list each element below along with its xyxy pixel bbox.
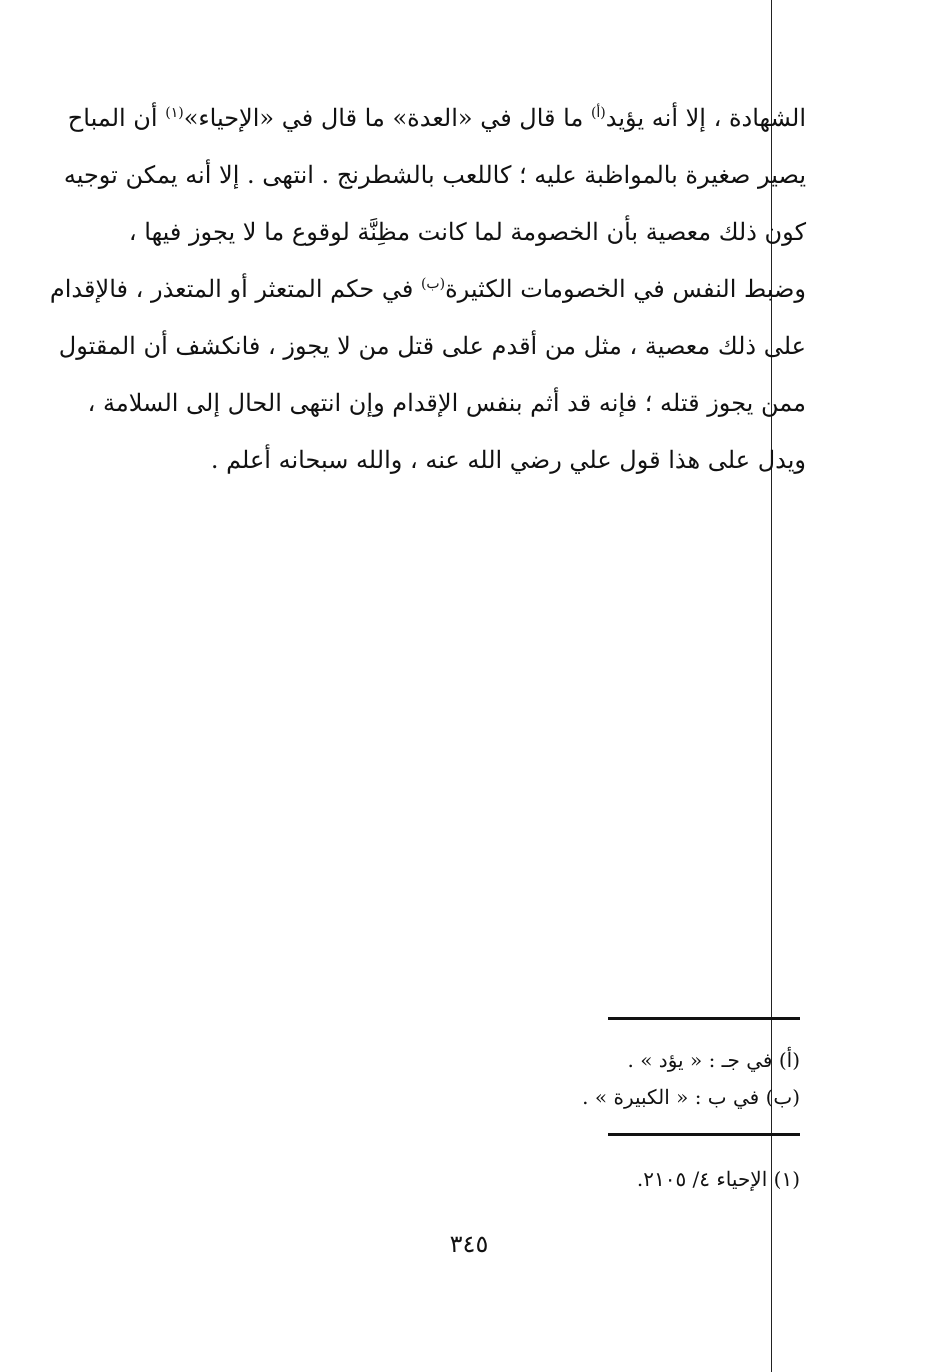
footnote-marker-1: (١) <box>165 105 184 121</box>
variant-note-ba: (ب) في ب : « الكبيرة » . <box>582 1085 800 1109</box>
variant-marker-alif: (أ) <box>590 105 606 121</box>
text-line <box>67 90 806 147</box>
text-line: كون ذلك معصية بأن الخصومة لما كانت مظِنَّة لوقوع ما لا يجوز فيها ، <box>128 218 806 246</box>
text-line: يصير صغيرة بالمواظبة عليه ؛ كاللعب بالشطرنج . انتهى . إلا أنه يمكن توجيه <box>63 161 806 189</box>
text-segment: في حكم المتعثر أو المتعذر ، فالإقدام <box>49 275 421 303</box>
main-text <box>49 90 806 489</box>
text-line: على ذلك معصية ، مثل من أقدم على قتل من لا يجوز ، فانكشف أن المقتول <box>58 332 806 360</box>
text-segment: ما قال في «العدة» ما قال في «الإحياء» <box>183 104 591 132</box>
source-note-1: (١) الإحياء ٤/ ٢١٠٥. <box>636 1167 800 1191</box>
text-line: ويدل على هذا قول علي رضي الله عنه ، والله سبحانه أعلم . <box>210 446 806 474</box>
variant-note-alif: (أ) في جـ : « يؤد » . <box>627 1048 800 1072</box>
text-line: ممن يجوز قتله ؛ فإنه قد أثم بنفس الإقدام وإن انتهى الحال إلى السلامة ، <box>87 389 806 417</box>
text-segment: أن المباح <box>67 104 166 132</box>
text-segment: الشهادة ، إلا أنه يؤيد <box>605 104 806 132</box>
text-segment: وضبط النفس في الخصومات الكثيرة <box>445 275 806 303</box>
footnote-separator-bottom <box>608 1133 800 1136</box>
variant-marker-ba: (ب) <box>420 276 446 292</box>
page-number: ٣٤٥ <box>449 1230 489 1258</box>
text-line <box>49 261 806 318</box>
footnote-separator-top <box>608 1017 800 1020</box>
